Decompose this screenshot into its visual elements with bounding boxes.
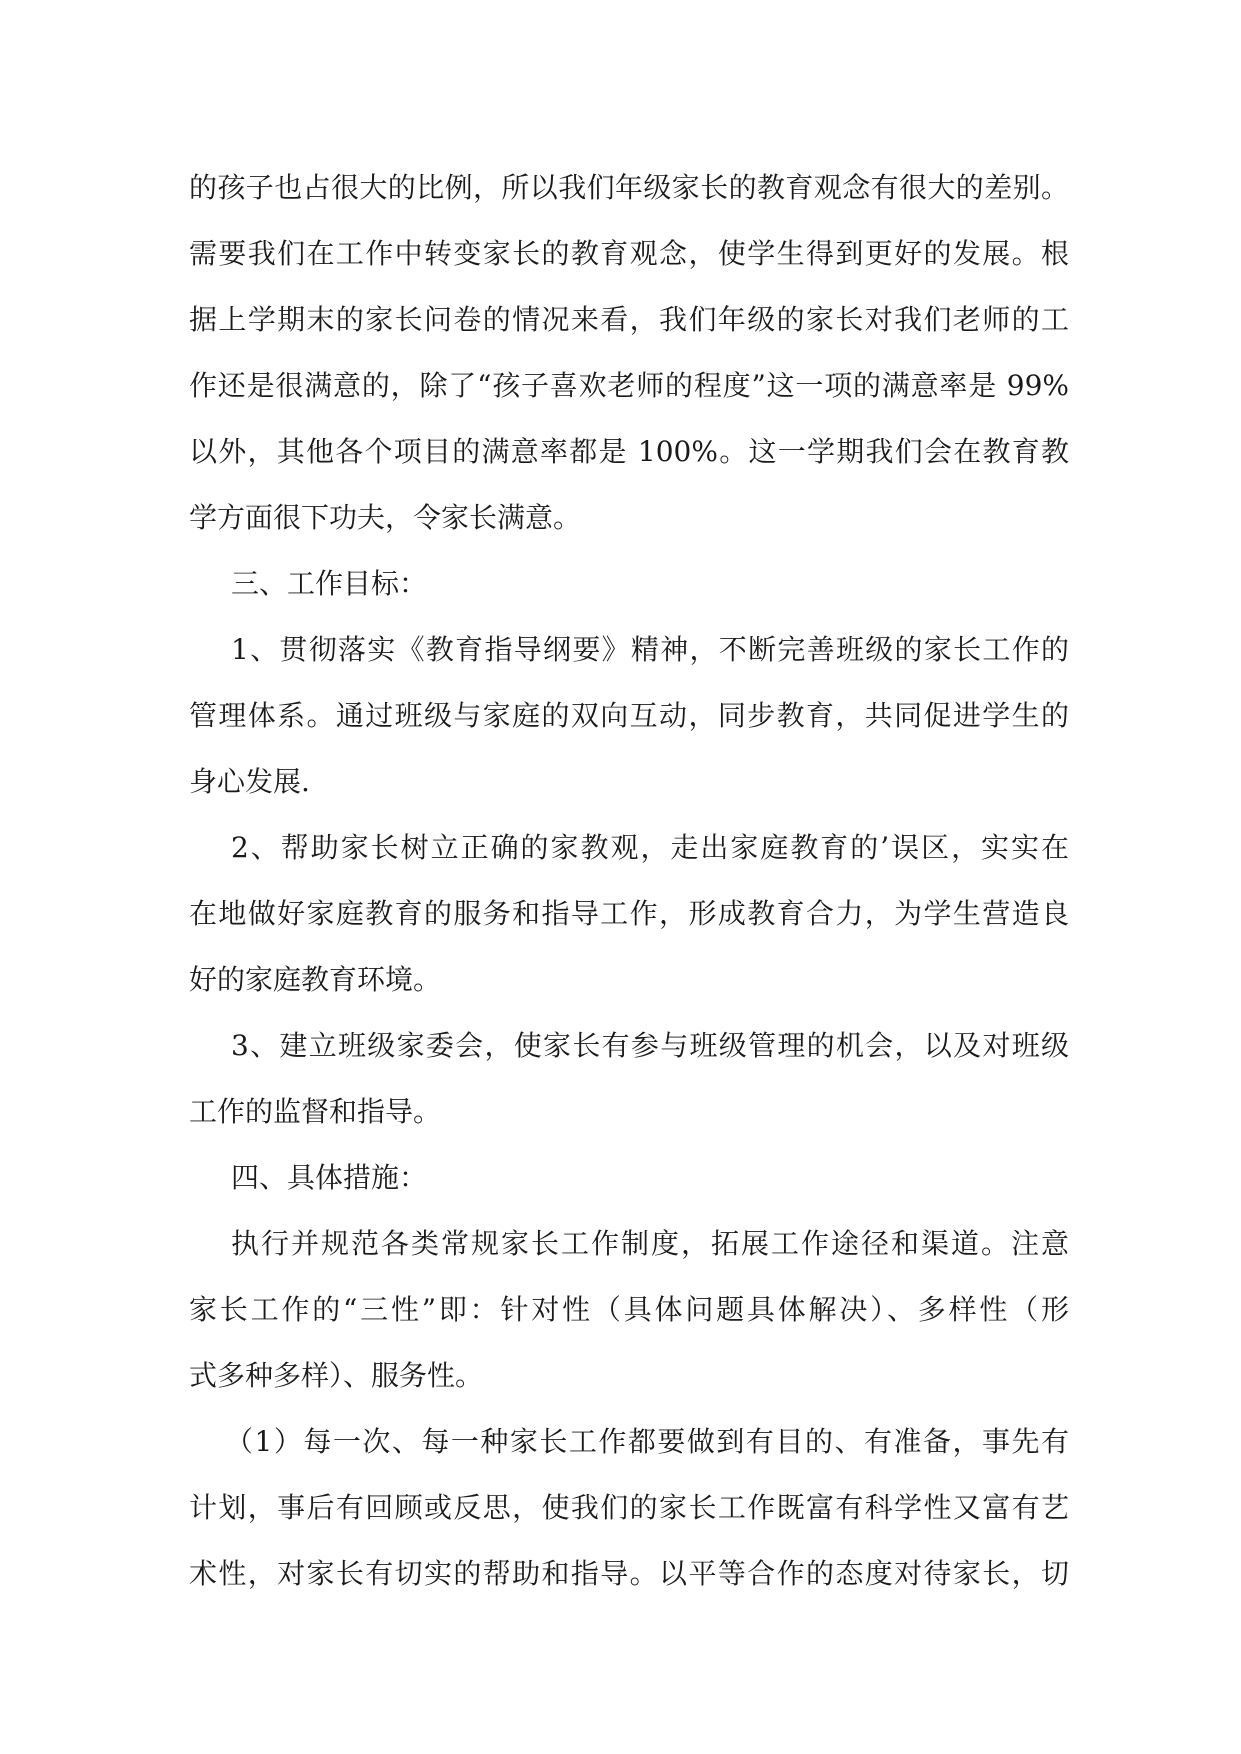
text-line: 1、贯彻落实《教育指导纲要》精神，不断完善班级的家长工作的 [231,633,1069,666]
text-line: 以外，其他各个项目的满意率都是 100%。这一学期我们会在教育教 [189,435,1069,468]
text-line: 计划，事后有回顾或反思，使我们的家长工作既富有科学性又富有艺 [189,1491,1069,1524]
text-line: 术性，对家长有切实的帮助和指导。以平等合作的态度对待家长，切 [189,1557,1069,1590]
text-line: 学方面很下功夫，令家长满意。 [189,501,582,534]
section-heading: 三、工作目标： [231,567,428,600]
text-line: 家长工作的“三性”即：针对性（具体问题具体解决）、多样性（形 [189,1293,1069,1326]
text-line: 3、建立班级家委会，使家长有参与班级管理的机会，以及对班级 [231,1029,1069,1062]
text-line: 管理体系。通过班级与家庭的双向互动，同步教育，共同促进学生的 [189,699,1069,732]
text-line: 据上学期末的家长问卷的情况来看，我们年级的家长对我们老师的工 [189,303,1069,336]
text-line: 需要我们在工作中转变家长的教育观念，使学生得到更好的发展。根 [189,237,1069,270]
text-line: 执行并规范各类常规家长工作制度，拓展工作途径和渠道。注意 [231,1227,1069,1260]
document-body [189,155,1069,1607]
text-line: 在地做好家庭教育的服务和指导工作，形成教育合力，为学生营造良 [189,897,1069,930]
text-line: 2、帮助家长树立正确的家教观，走出家庭教育的’误区，实实在 [231,831,1069,864]
text-line: （1）每一次、每一种家长工作都要做到有目的、有准备，事先有 [225,1425,1069,1458]
text-line: 式多种多样）、服务性。 [189,1359,484,1392]
text-line: 作还是很满意的，除了“孩子喜欢老师的程度”这一项的满意率是 99% [189,369,1069,402]
text-line: 的孩子也占很大的比例，所以我们年级家长的教育观念有很大的差别。 [189,171,1069,204]
text-line: 工作的监督和指导。 [189,1095,442,1128]
text-line: 身心发展. [189,765,310,798]
section-heading: 四、具体措施： [231,1161,428,1194]
text-line: 好的家庭教育环境。 [189,963,442,996]
